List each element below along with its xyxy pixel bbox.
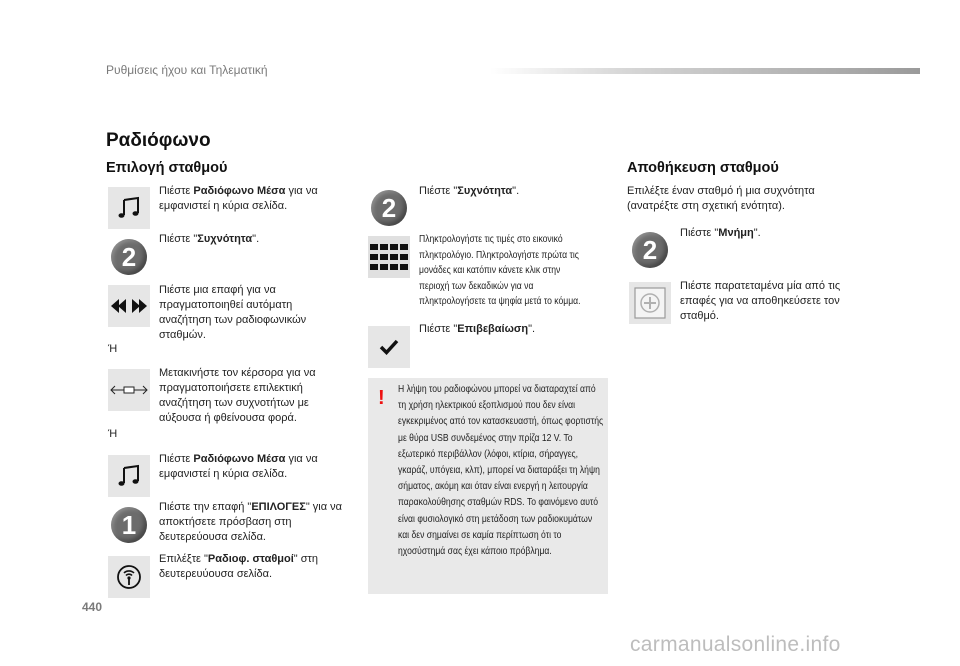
step-left-3: Πιέστε μια επαφή για να πραγματοποιηθεί αυτόματη αναζήτηση των ραδιοφωνικών σταθμών.: [159, 284, 307, 341]
watermark: carmanualsonline.info: [630, 633, 841, 656]
step-left-1: Πιέστε Ραδιόφωνο Μέσα για να εμφανιστεί η κύρια σελίδα.: [159, 185, 318, 212]
step-marker-2: [629, 229, 671, 271]
step-middle-1: Πιέστε "Συχνότητα".: [419, 185, 520, 197]
section-title-store-station: Αποθήκευση σταθμού: [627, 160, 779, 176]
step-marker-1: [108, 504, 150, 546]
step-right-2: Πιέστε παρατεταμένα μία από τις επαφές για να αποθηκεύσετε τον σταθμό.: [680, 280, 841, 322]
section-title-station-select: Επιλογή σταθμού: [106, 160, 228, 176]
step-number-circle: 2: [632, 232, 668, 268]
or-label-1: Ή: [108, 343, 118, 355]
step-left-5: Πιέστε Ραδιόφωνο Μέσα για να εμφανιστεί η κύρια σελίδα.: [159, 453, 318, 480]
keypad-icon: [370, 244, 408, 270]
radio-media-button-2[interactable]: [108, 455, 150, 497]
seek-button[interactable]: [108, 285, 150, 327]
warning-mark-icon: !: [378, 387, 385, 409]
step-left-4: Μετακινήστε τον κέρσορα για να πραγματοποιήσετε επιλεκτική αναζήτηση των συχνοτήτων με αύξουσα ή φθείνουσα φορά.: [159, 367, 316, 424]
radio-stations-button[interactable]: [108, 556, 150, 598]
page-title: Ραδιόφωνο: [106, 130, 211, 151]
right-intro: Επιλέξτε έναν σταθμό ή μια συχνότητα (ανατρέξτε στη σχετική ενότητα).: [627, 185, 815, 212]
header-rule: [490, 68, 920, 74]
step-left-7: Επιλέξτε "Ραδιοφ. σταθμοί" στη δευτερευύουσα σελίδα.: [159, 553, 319, 580]
slider-icon: [109, 383, 149, 397]
or-label-2: Ή: [108, 428, 118, 440]
step-left-2: Πιέστε "Συχνότητα".: [159, 233, 260, 245]
note-text: Η λήψη του ραδιοφώνου μπορεί να διαταραχτεί από τη χρήση ηλεκτρικού εξοπλισμού που δεν είναι εγκεκριμένος από τον κατασκευαστή, όπως φορτιστής με θύρα USB συνδεμένος στην πρίζα 12 V. Το εξωτερικό περιβάλλον (λόφοι, κτίρια, σήραγγες, γκαράζ, υπόγεια, κλπ), μπορεί να διαταράξει τη λήψη σήματος, ακόμη και όταν είναι ενεργή η λειτουργία παρακολούθησης σταθμών RDS. Το φαινόμενο αυτό είναι φυσιολογικό στη μετάδοση των ραδιοκυμάτων και δεν σημαίνει σε καμία περίπτωση ότι το ηχοσύστημά σας έχει κάποιο πρόβλημα.: [398, 384, 604, 558]
music-note-icon: [116, 463, 142, 489]
frequency-slider[interactable]: [108, 369, 150, 411]
music-note-icon: [116, 195, 142, 221]
step-right-1: Πιέστε "Μνήμη".: [680, 227, 761, 239]
step-number-circle: 2: [111, 239, 147, 275]
header-title: Ρυθμίσεις ήχου και Τηλεματική: [106, 63, 268, 77]
preset-button[interactable]: [629, 282, 671, 324]
seek-arrows-icon: [111, 298, 147, 314]
radio-media-button[interactable]: [108, 187, 150, 229]
step-left-6: Πιέστε την επαφή "ΕΠΙΛΟΓΕΣ" για να αποκτήσετε πρόσβαση στη δευτερεύουσα σελίδα.: [159, 501, 342, 543]
step-middle-2: Πληκτρολογήστε τις τιμές στο εικονικό πληκτρολόγιο. Πληκτρολογήστε πρώτα τις μονάδες και κατόπιν κάνετε κλικ στην περιοχή των δεκαδικών για να πληκτρολογήσετε τα ψηφία μετά το κόμμα.: [419, 234, 581, 307]
radio-antenna-icon: [115, 563, 143, 591]
step-number-circle: 2: [371, 190, 407, 226]
step-marker-2: [108, 236, 150, 278]
step-number-circle: 1: [111, 507, 147, 543]
plus-icon: [634, 287, 666, 319]
check-icon: [379, 339, 399, 355]
step-marker-2: [368, 187, 410, 229]
keypad-button[interactable]: [368, 236, 410, 278]
confirm-button[interactable]: [368, 326, 410, 368]
step-middle-3: Πιέστε "Επιβεβαίωση".: [419, 323, 536, 335]
page-number: 440: [82, 600, 103, 614]
